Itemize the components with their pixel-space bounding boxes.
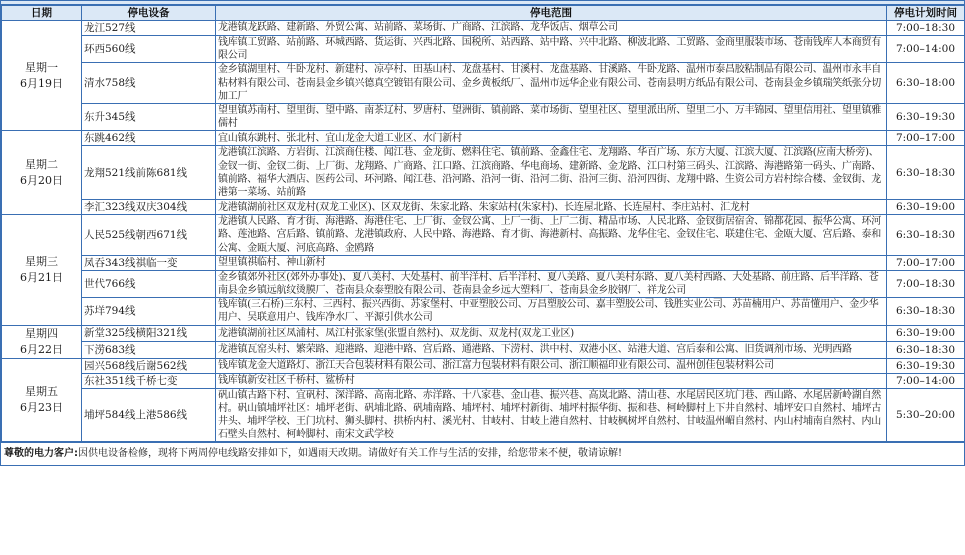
time-cell: 6:30–19:00 [887, 325, 965, 342]
device-cell: 苏垟794线 [82, 298, 216, 325]
device-cell: 东社351线千桥七变 [82, 373, 216, 388]
header-date: 日期 [2, 6, 82, 21]
table-row [2, 215, 965, 256]
time-cell: 7:00–18:30 [887, 270, 965, 297]
device-cell: 李汇323线双庆304线 [82, 200, 216, 215]
time-cell: 5:30–20:00 [887, 388, 965, 442]
date-cell: 星期五 6月23日 [2, 358, 82, 442]
header-range: 停电范围 [216, 6, 887, 21]
table-row [2, 200, 965, 215]
date-cell: 星期一 6月19日 [2, 21, 82, 131]
table-row [2, 255, 965, 270]
table-row [2, 298, 965, 325]
time-cell: 6:30–19:30 [887, 104, 965, 131]
header-row [2, 6, 965, 21]
time-cell: 6:30–18:30 [887, 342, 965, 359]
range-cell: 钱库镇工贸路、站前路、环城西路、货运街、兴西北路、国税所、站西路、站中路、兴中北路、柳波北路、工贸路、金商里服装市场、苍南钱库人本商贸有限公司 [216, 36, 887, 63]
time-cell: 6:30–18:30 [887, 146, 965, 200]
range-cell: 龙港镇龙跃路、建新路、外贸公寓、站前路、菜场街、广商路、江滨路、龙华饭店、烟草公司 [216, 21, 887, 36]
notice-text: 因供电设备检修，现将下两周停电线路安排如下，如遇雨天改期。请做好有关工作与生活的安排，给您带来不便，敬请谅解! [78, 448, 623, 460]
range-cell: 金乡镇郊外社区(郊外办事处)、夏八美村、大处基村、前半洋村、后半洋村、夏八美路、夏八美村东路、夏八美村西路、大处基路、前庄路、后半洋路、苍南县金乡镇远航纹烫膜厂、苍南县众泰塑胶有限公司、苍南县金乡远大塑料厂、苍南县金乡胶钢厂、祥龙公司 [216, 270, 887, 297]
table-row [2, 104, 965, 131]
table-row [2, 325, 965, 342]
device-cell: 凤吞343线祺临一变 [82, 255, 216, 270]
device-cell: 埔坪584线上港586线 [82, 388, 216, 442]
device-cell: 园兴568线后谢562线 [82, 358, 216, 373]
table-body [2, 21, 965, 442]
device-cell: 龙江527线 [82, 21, 216, 36]
table-row [2, 146, 965, 200]
header-time: 停电计划时间 [887, 6, 965, 21]
device-cell: 环西560线 [82, 36, 216, 63]
time-cell: 7:00–17:00 [887, 255, 965, 270]
device-cell: 东跳462线 [82, 131, 216, 146]
device-cell: 清水758线 [82, 63, 216, 104]
device-cell: 世代766线 [82, 270, 216, 297]
device-cell: 东升345线 [82, 104, 216, 131]
table-row [2, 21, 965, 36]
table-row [2, 63, 965, 104]
range-cell: 龙港镇湖前社区双龙村(双龙工业区)、区双龙街、朱家北路、朱家站村(朱家村)、长连屋北路、长连屋村、李庄站村、汇龙村 [216, 200, 887, 215]
time-cell: 6:30–18:30 [887, 298, 965, 325]
time-cell: 7:00–14:00 [887, 36, 965, 63]
table-row [2, 270, 965, 297]
range-cell: 钱库镇(三石桥)三东村、三西村、振兴西街、苏家堡村、中亚塑胶公司、万昌塑胶公司、嘉丰塑胶公司、钱胜实业公司、苏苗楠用户、苏苗懂用户、金少华用户、吴联意用户、钱库净水厂、平源引供水公司 [216, 298, 887, 325]
range-cell: 望里镇祺临村、神山新村 [216, 255, 887, 270]
range-cell: 龙港镇江滨路、方岩街、江滨商住楼、闻江巷、金龙街、燃料住宅、镇前路、金鑫住宅、龙翔路、华百广场、东方大厦、江滨大厦、江滨路(应南大桥旁)、金钗一街、金钗二街、上厂街、龙翔路、广商路、江口路、江滨商路、华电商场、建新路、金龙路、江口村第三码头、江滨路、海港路第一码头、广南路、镇前路、福华大酒店、医药公司、环河路、闻江巷、沿河路、沿河一街、沿河二街、沿河三街、沿河四街、龙翔中路、生资公司方岩村综合楼、金钗街、龙港第一菜场、站前路 [216, 146, 887, 200]
table-row [2, 373, 965, 388]
table-row [2, 342, 965, 359]
time-cell: 7:00–17:00 [887, 131, 965, 146]
table-row [2, 131, 965, 146]
range-cell: 龙港镇瓦窑头村、繁荣路、迎港路、迎港中路、宫后路、通港路、下涝村、洪中村、双港小区、站港大道、宫后泰和公寓、旧货调剂市场、光明西路 [216, 342, 887, 359]
notice-footer [1, 442, 964, 465]
time-cell: 6:30–19:30 [887, 358, 965, 373]
range-cell: 望里镇苏南村、望里街、望中路、南茶辽村、罗唐村、望洲街、镇前路、菜市场街、望里社区、望里派出所、望里二小、万丰锦园、望里信用社、望里镇雅儒村 [216, 104, 887, 131]
range-cell: 龙港镇人民路、育才街、海港路、海港住宅、上厂街、金钗公寓、上厂一街、上厂二街、精品市场、人民北路、金钗街居宿舍、锦都花园、振华公寓、环河路、莲池路、宫后路、镇前路、龙港镇政府、人民中路、海港路、育才街、海港新村、高振路、龙华住宅、金钗住宅、联建住宅、金瓯大厦、宫后路、泰和公寓、金瓯大厦、河底高路、金鸥路 [216, 215, 887, 256]
notice-label: 尊敬的电力客户: [4, 448, 78, 460]
date-cell: 星期四 6月22日 [2, 325, 82, 358]
time-cell: 7:00–18:30 [887, 21, 965, 36]
time-cell: 7:00–14:00 [887, 373, 965, 388]
range-cell: 钱库镇新安社区千桥村、鲨桥村 [216, 373, 887, 388]
table-row [2, 388, 965, 442]
device-cell: 人民525线朝西671线 [82, 215, 216, 256]
header-device: 停电设备 [82, 6, 216, 21]
device-cell: 下涝683线 [82, 342, 216, 359]
device-cell: 龙翔521线前陈681线 [82, 146, 216, 200]
range-cell: 矾山镇古路下村、宜矾村、深洋路、高南北路、赤洋路、十八家巷、金山巷、振兴巷、高岚北路、清山巷、水尾居民区坑门巷、西山路、水尾居新岭湖自然村。矾山镇埔坪社区：埔坪老街、矾埔北路、矾埔南路、埔坪村、埔坪村新街、埔坪村振华街、振和巷、柯岭脚村上下井自然村、埔坪安口自然村、埔坪古井头、埔坪学校、王门坑村、狮头脚村、拱桥内村、溪光村、甘岐村、甘岐上港自然村、甘岐枫树坪自然村、甘岐温州嵋自然村、内山村埔南自然村、内山石壁头自然村、柯岭脚村、南宋文武学校 [216, 388, 887, 442]
range-cell: 钱库镇龙金大道路灯、浙江天合包装材料有限公司、浙江富力包装材料有限公司、浙江顺福印业有限公司、温州创佳包装材料公司 [216, 358, 887, 373]
date-cell: 星期三 6月21日 [2, 215, 82, 325]
range-cell: 龙港镇湖前社区凤浦村、凤江村张家堡(张盟自然村)、双龙街、双龙村(双龙工业区) [216, 325, 887, 342]
outage-table [1, 5, 965, 442]
device-cell: 新堂325线横阳321线 [82, 325, 216, 342]
date-cell: 星期二 6月20日 [2, 131, 82, 215]
table-row [2, 358, 965, 373]
table-row [2, 36, 965, 63]
time-cell: 6:30–18:30 [887, 215, 965, 256]
range-cell: 宜山镇东跳村、张北村、宜山龙金大道工业区、水门新村 [216, 131, 887, 146]
range-cell: 金乡镇湖里村、牛卧龙村、新建村、凉亭村、田基山村、龙盘基村、甘溪村、龙盘基路、甘溪路、牛卧龙路、温州市泰昌胶粘制品有限公司、温州市永丰自粘材料有限公司、苍南县金乡镇兴德真空镀铝有限公司、金乡黄板纸厂、温州市远华企业有限公司、苍南县明方纸品有限公司、苍南县金乡镇瑞笑纸张分切加工厂 [216, 63, 887, 104]
time-cell: 6:30–18:00 [887, 63, 965, 104]
time-cell: 6:30–19:00 [887, 200, 965, 215]
